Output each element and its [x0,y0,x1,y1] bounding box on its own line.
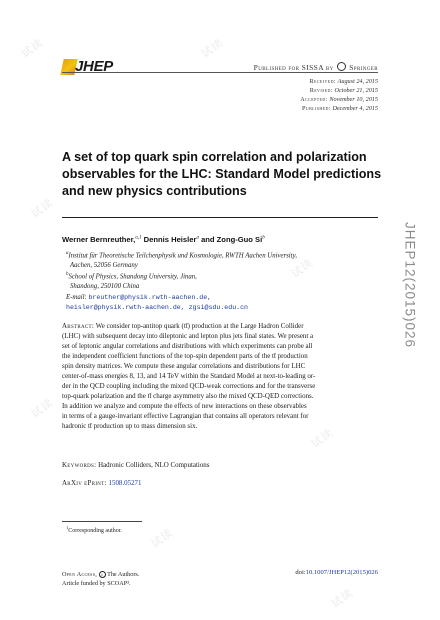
watermark: 试读 [18,36,46,61]
date-published: Published: December 4, 2015 [301,105,378,112]
cc-icon: c [99,571,106,578]
date-revised: Revised: October 21, 2015 [309,87,378,94]
publisher-prefix: Published for SISSA by [253,63,334,72]
abstract-line: (LHC) with subsequent decay into dileptonic and lepton plus jets final states. We present a [62,332,314,341]
author-sup: a,1 [135,235,142,241]
publisher-name: Springer [349,63,378,72]
author-name: and Zong-Guo Si [201,235,263,244]
affiliation-b: $^b$School of Physics, Shandong University, Jinan, Shandong, 250100 China [66,272,197,290]
abstract-line: top-quark polarization and the tt̄ charge asymmetry also the mixed QCD-QED corrections. [62,392,314,401]
logo-text: JHEP [75,58,113,75]
email-block [66,293,248,312]
keywords-label: Keywords: [62,461,97,469]
arxiv-link[interactable]: 1508.05271 [108,479,142,487]
watermark: 试读 [198,36,226,61]
keywords [62,461,209,469]
watermark: 试读 [148,526,176,551]
email-link-1[interactable]: breuther@physik.rwth-aachen.de, [88,294,212,301]
date-received: Received: August 24, 2015 [309,78,378,85]
email-label: E-mail: [66,294,87,301]
author-name: Dennis Heisler [143,235,197,244]
abstract-line: the independent coefficient functions of the top-spin dependent parts of the tt̄ production [62,352,308,361]
abstract-line: We consider top-antitop quark (tt̄) production at the Large Hadron Collider [95,322,304,330]
abstract-line: set of leptonic angular correlations and distributions with which experiments can probe all [62,342,313,351]
watermark: 试读 [328,586,356,611]
title-rule [62,217,378,218]
abstract-line: in terms of a gauge-invariant effective Lagrangian that contains all operators relevant for [62,412,309,421]
email-link-2[interactable]: heisler@physik.rwth-aachen.de, zgsi@sdu.edu.cn [66,303,249,311]
doi-prefix: doi: [295,569,306,576]
author-sup: a [196,235,199,241]
title-line: observables for the LHC: Standard Model predictions [62,167,382,181]
footnote-rule [62,521,142,522]
footnote: $^1$Corresponding author. [66,525,122,534]
springer-icon [337,62,346,71]
arxiv-eprint [62,479,141,487]
watermark: 试读 [308,426,336,451]
abstract-label: Abstract: [62,322,95,330]
journal-logo [62,57,124,77]
date-accepted: Accepted: November 10, 2015 [300,96,378,103]
doi-link[interactable]: 10.1007/JHEP12(2015)026 [305,569,378,576]
author-list [62,235,265,244]
arxiv-label: ArXiv ePrint: [62,479,107,487]
abstract-line: der in the QCD coupling including the mixed QCD-weak corrections and for the transverse [62,382,316,391]
header-rule [62,72,378,73]
keywords-value: Hadronic Colliders, NLO Computations [98,461,210,469]
abstract-line: spin density matrices. We compute these angular correlations and distributions for LHC [62,362,306,371]
side-identifier: JHEP12(2015)026 [402,221,418,349]
open-access-note: Open Access, c The Authors. Article funded by SCOAP³. [62,571,140,587]
abstract [62,321,378,432]
title-line: and new physics contributions [62,184,247,198]
abstract-line: hadronic tt̄ production up to mass dimension six. [62,422,198,431]
watermark: 试读 [28,396,56,421]
doi [295,569,378,576]
abstract-line: In addition we analyze and compute the effects of new interactions on these observables [62,402,307,411]
affiliation-a: $^a$Institut für Theoretische Teilchenphysik und Kosmologie, RWTH Aachen University, Aachen, 52056 Germany [66,251,297,269]
author-name: Werner Bernreuther, [62,235,136,244]
publication-dates [238,77,378,113]
author-sup: b [262,235,265,241]
watermark: 试读 [288,256,316,281]
watermark: 试读 [28,196,56,221]
publisher-line [254,62,378,72]
title-line: A set of top quark spin correlation and polarization [62,150,367,164]
paper-title [62,149,382,200]
abstract-line: center-of-mass energies 8, 13, and 14 TeV within the Standard Model at next-to-leading or- [62,372,316,381]
